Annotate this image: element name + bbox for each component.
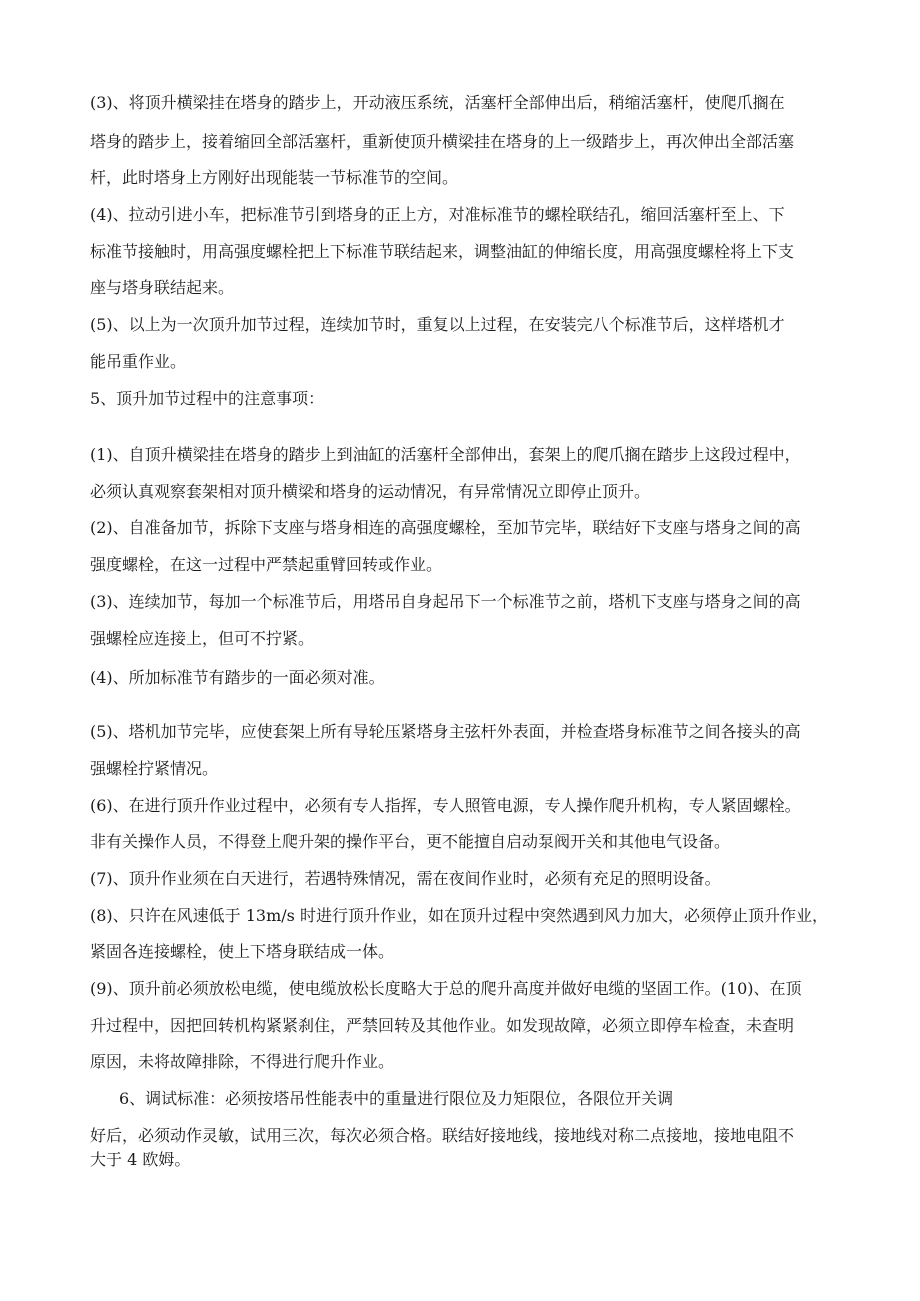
- text-line: 强螺栓拧紧情况。: [90, 759, 219, 778]
- text-line: (1)、自顶升横梁挂在塔身的踏步上到油缸的活塞杆全部伸出，套架上的爬爪搁在踏步上这段过程中，: [90, 445, 801, 464]
- text-line: (5)、以上为一次顶升加节过程，连续加节时，重复以上过程，在安装完八个标准节后，这样塔机才: [90, 315, 785, 334]
- text-line: 杆，此时塔身上方刚好出现能装一节标准节的空间。: [90, 168, 459, 187]
- text-line: 大于 4 欧姆。: [90, 1150, 191, 1169]
- text-line: 升过程中，因把回转机构紧紧刹住，严禁回转及其他作业。如发现故障，必须立即停车检查，未查明: [90, 1016, 795, 1035]
- text-line: (2)、自准备加节，拆除下支座与塔身相连的高强度螺栓，至加节完毕，联结好下支座与塔身之间的高: [90, 518, 801, 537]
- text-line: (3)、连续加节，每加一个标准节后，用塔吊自身起吊下一个标准节之前，塔机下支座与塔身之间的高: [90, 592, 801, 611]
- text-line: (9)、顶升前必须放松电缆，使电缆放松长度略大于总的爬升高度并做好电缆的坚固工作。(10)、在顶: [90, 979, 802, 998]
- text-line: 强度螺栓，在这一过程中严禁起重臂回转或作业。: [90, 555, 443, 574]
- section-heading: 5、顶升加节过程中的注意事项：: [90, 389, 325, 408]
- text-line: 紧固各连接螺栓，使上下塔身联结成一体。: [90, 942, 395, 961]
- text-line: (5)、塔机加节完毕，应使套架上所有导轮压紧塔身主弦杆外表面，并检查塔身标准节之间各接头的高: [90, 722, 801, 741]
- text-line: 强螺栓应连接上，但可不拧紧。: [90, 629, 315, 648]
- text-line: 好后，必须动作灵敏，试用三次，每次必须合格。联结好接地线，接地线对称二点接地，接地电阻不: [90, 1126, 795, 1145]
- text-line: (3)、将顶升横梁挂在塔身的踏步上，开动液压系统，活塞杆全部伸出后，稍缩活塞杆，使爬爪搁在: [90, 93, 785, 112]
- text-line: (8)、只许在风速低于 13m/s 时进行顶升作业，如在顶升过程中突然遇到风力加大，必须停止顶升作业，: [90, 906, 828, 925]
- text-line: (4)、拉动引进小车，把标准节引到塔身的正上方，对准标准节的螺栓联结孔，缩回活塞杆至上、下: [90, 205, 785, 224]
- text-line: 标准节接触时，用高强度螺栓把上下标准节联结起来，调整油缸的伸缩长度，用高强度螺栓将上下支: [90, 242, 795, 261]
- text-line: (7)、顶升作业须在白天进行，若遇特殊情况，需在夜间作业时，必须有充足的照明设备。: [90, 869, 721, 888]
- text-line: 原因，未将故障排除，不得进行爬升作业。: [90, 1052, 395, 1071]
- text-line: 非有关操作人员，不得登上爬升架的操作平台，更不能擅自启动泵阀开关和其他电气设备。: [90, 832, 731, 851]
- text-line: 能吊重作业。: [90, 352, 187, 371]
- text-line: (6)、在进行顶升作业过程中，必须有专人指挥，专人照管电源，专人操作爬升机构，专人紧固螺栓。: [90, 796, 801, 815]
- text-line: 座与塔身联结起来。: [90, 278, 235, 297]
- text-line: (4)、所加标准节有踏步的一面必须对准。: [90, 668, 385, 687]
- text-line: 必须认真观察套架相对顶升横梁和塔身的运动情况，有异常情况立即停止顶升。: [90, 482, 651, 501]
- text-line: 塔身的踏步上，接着缩回全部活塞杆，重新使顶升横梁挂在塔身的上一级踏步上，再次伸出全部活塞: [90, 132, 795, 151]
- section-heading: 6、调试标准：必须按塔吊性能表中的重量进行限位及力矩限位，各限位开关调: [119, 1089, 674, 1108]
